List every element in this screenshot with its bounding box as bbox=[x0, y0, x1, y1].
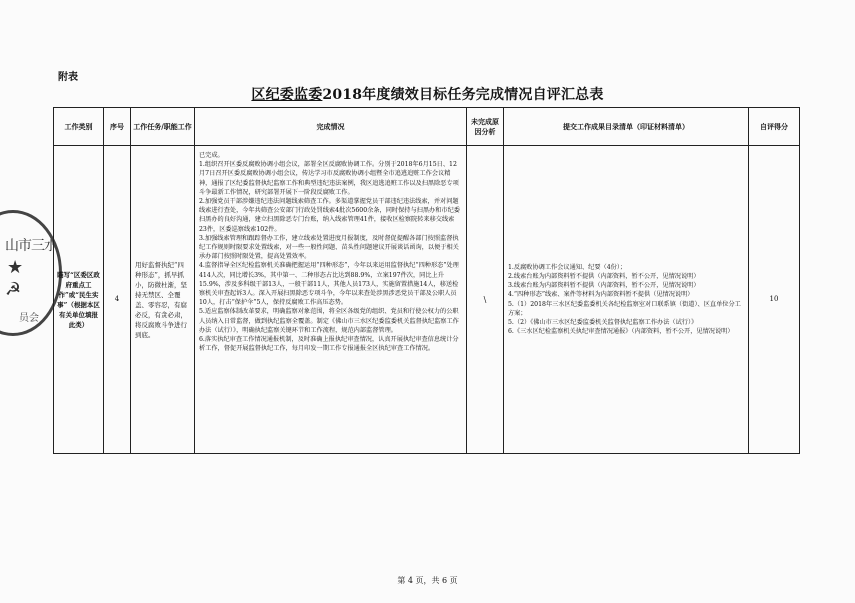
list-item: 3.线索台账为内部资料暂不提供（内部资料，暂不公开，见情况说明） bbox=[508, 282, 700, 290]
cell-task: 用好监督执纪“四种形态”，抓早抓小，防微杜渐，坚持无禁区、全覆盖、零容忍，有腐必反，有贪必肃，将反腐败斗争进行到底。 bbox=[131, 146, 195, 454]
table-row bbox=[54, 146, 800, 454]
status-paragraph: 4.监督指导全区纪检监察机关准确把握运用“四种形态”，今年以来运用监督执纪“四种形态”处理414人次，同比增长3%，其中第一、二种形态占比达到88.9%，立案197件次，同比上升15.9%，涉及多科级干部13人，一般干部11人，其他人员173人，实施留置措施14人，移送检察机关审查起诉3人。深入开展扫黑除恶专项斗争，今年以来查处涉黑涉恶党员干部及公职人员10人，打击“保护伞”5人，保持反腐败工作高压态势。 bbox=[199, 262, 459, 307]
header-type: 工作类别 bbox=[54, 108, 104, 146]
evaluation-table bbox=[53, 107, 800, 454]
header-row bbox=[54, 108, 800, 146]
page-title bbox=[0, 84, 855, 104]
header-task: 工作任务/职能工作 bbox=[131, 108, 195, 146]
header-status: 完成情况 bbox=[195, 108, 467, 146]
status-paragraph: 1.组织召开区委反腐败协调小组会议，部署全区反腐败协调工作。分别于2018年6月15日、12月7日召开区委反腐败协调小组会议，传达学习市反腐败协调小组暨全市追逃追赃工作会议精神，通报了区纪委监督执纪监察工作和典型违纪违法案例，我区追逃追赃工作以及扫黑除恶专项斗争最新工作情况，研究部署开展下一阶段反腐败工作。 bbox=[199, 161, 459, 196]
list-item: 1.反腐败协调工作会议通知、纪要（4份）； bbox=[508, 263, 627, 271]
header-list: 提交工作成果目录清单（印证材料清单） bbox=[504, 108, 749, 146]
list-item: 5.（1）2018年三水区纪委监委机关各纪检监察室对口联系镇（街道）、区直单位分工方案； bbox=[508, 300, 741, 317]
list-item: 6.《三水区纪检监察机关执纪审查情况通报》（内部资料，暂不公开，见情况说明） bbox=[508, 328, 734, 336]
page-number: 第 4 页，共 6 页 bbox=[397, 576, 458, 585]
list-item: 2.线索台账为内部资料暂不提供（内部资料，暂不公开，见情况说明） bbox=[508, 272, 700, 280]
status-paragraph: 6.落实执纪审查工作情况通报机制，及时准确上报执纪审查情况，认真开展执纪审查信息统计分析工作，督促开展监督执纪工作，每月印发一期工作专报通报全区执纪审查工作情况。 bbox=[199, 336, 459, 353]
cell-no: 4 bbox=[104, 146, 131, 454]
header-no: 序号 bbox=[104, 108, 131, 146]
title-issuer: 区纪委监委 bbox=[251, 87, 323, 103]
seal-text-bottom: 员会 bbox=[19, 313, 39, 324]
cell-list bbox=[504, 146, 749, 454]
cell-status bbox=[195, 146, 467, 454]
header-reason: 未完成原因分析 bbox=[467, 108, 504, 146]
status-paragraph: 已完成。 bbox=[199, 152, 224, 159]
list-item: 4.“四种形态”线索、案件等材料为内部资料暂不提供（见情况说明） bbox=[508, 291, 694, 299]
status-paragraph: 5.适应监察体制改革要求，明确监察对象范围，将全区各级党的组织、党员和行使公权力的公职人员纳入日常监督，做到执纪监察全覆盖。制定《佛山市三水区纪委监委机关监督执纪监察工作办法（试行）》，明确执纪监察关键环节和工作流程，规范内部监督管理。 bbox=[199, 308, 459, 334]
cell-reason: \ bbox=[467, 146, 504, 454]
annex-label: 附表 bbox=[58, 72, 78, 83]
status-paragraph: 3.加强线索管理和跟踪督办工作，建立线索处置进度月报制度，及时督促提醒各部门按照监督执纪工作规则时限要求处置线索，对一些一般性问题、苗头性问题建议开展谈话函询，以便于相关承办部门按照时限处置，提高处置效率。 bbox=[199, 234, 459, 261]
seal-emblem-icon: ☭ bbox=[5, 279, 22, 300]
status-paragraph: 2.加强党员干部涉嫌违纪违法问题线索筛查工作。多渠道掌握党员干部违纪违法线索，并对问题线索进行查处，今年共筛查公安部门行政处罚线索4批次5600余条，同时保持与扫黑办和市纪委扫黑办的良好沟通，建立扫黑除恶专门台账，纳入线索管理41件，接收区检察院转来移交线索23件，区委巡察线索102件。 bbox=[199, 198, 460, 233]
title-main: 2018年度绩效目标任务完成情况自评汇总表 bbox=[322, 87, 604, 103]
list-item: 5.（2）《佛山市三水区纪委监委机关监督执纪监察工作办法（试行）》 bbox=[508, 318, 698, 326]
cell-type: 瞄写“区委区政府重点工作”或“民生实事”（根据本区有关单位填报此类） bbox=[54, 146, 104, 454]
header-score: 自评得分 bbox=[749, 108, 800, 146]
cell-score: 10 bbox=[749, 146, 800, 454]
seal-star-icon: ★ bbox=[7, 257, 24, 278]
seal-text-top: 山市三水 bbox=[5, 238, 57, 254]
